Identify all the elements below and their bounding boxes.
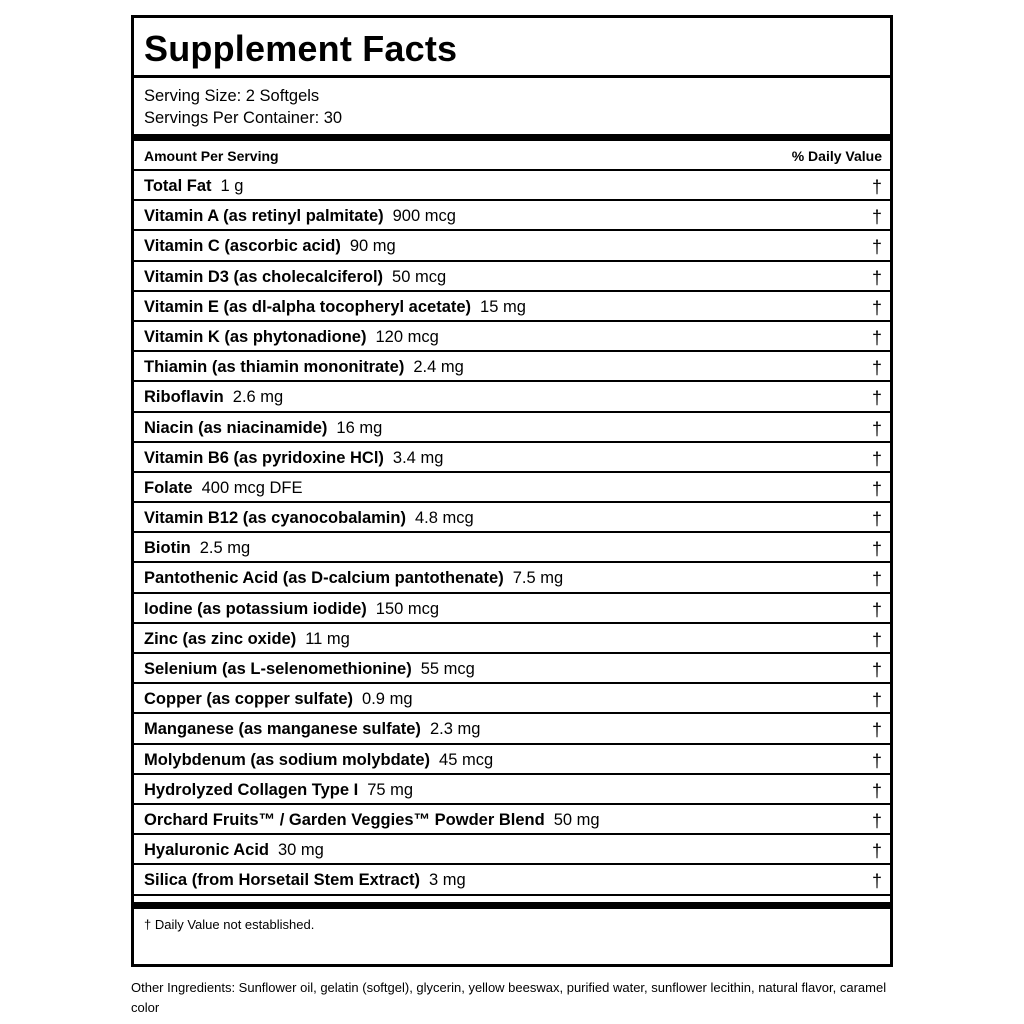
nutrient-label: Folate (144, 478, 193, 497)
nutrient-row (134, 231, 890, 261)
daily-value-dagger: † (871, 297, 882, 318)
nutrient-label: Zinc (as zinc oxide) (144, 629, 297, 648)
daily-value-dagger: † (871, 327, 882, 348)
nutrient-row (134, 684, 890, 714)
nutrient-label: Total Fat (144, 177, 212, 195)
nutrient-amount: 90 mg (349, 237, 396, 256)
daily-value-dagger: † (871, 237, 882, 258)
nutrient-label: Hyaluronic Acid (144, 841, 269, 860)
daily-value-dagger: † (871, 509, 882, 530)
nutrient-amount: 0.9 mg (362, 690, 413, 709)
nutrient-row (134, 322, 890, 352)
nutrient-name (144, 810, 600, 830)
nutrient-amount: 2.4 mg (413, 358, 464, 377)
nutrient-row (134, 413, 890, 443)
daily-value-dagger: † (871, 388, 882, 409)
daily-value-dagger: † (871, 569, 882, 590)
nutrient-amount: 50 mg (553, 810, 600, 829)
nutrient-amount: 400 mcg DFE (201, 478, 303, 497)
nutrient-label: Biotin (144, 539, 191, 558)
nutrient-name (144, 236, 396, 256)
nutrient-name (144, 297, 526, 317)
nutrient-amount: 120 mcg (375, 327, 439, 346)
daily-value-dagger: † (871, 810, 882, 831)
daily-value-dagger: † (871, 871, 882, 892)
daily-value-dagger: † (871, 690, 882, 711)
nutrient-name (144, 719, 480, 739)
supplement-facts-panel (131, 15, 893, 967)
page-title: Supplement Facts (144, 28, 458, 69)
amount-header-row (134, 141, 890, 171)
nutrient-name (144, 870, 466, 890)
nutrient-row (134, 835, 890, 865)
daily-value-dagger: † (871, 207, 882, 228)
nutrient-row (134, 805, 890, 835)
nutrient-row (134, 171, 890, 201)
thick-divider-bottom (134, 902, 890, 909)
nutrient-name (144, 327, 439, 347)
nutrient-label: Riboflavin (144, 388, 224, 407)
nutrient-name (144, 387, 283, 407)
nutrient-name (144, 659, 475, 679)
nutrient-amount: 150 mcg (375, 599, 440, 618)
nutrient-rows (134, 171, 890, 896)
nutrient-amount: 2.6 mg (232, 388, 284, 407)
nutrient-label: Iodine (as potassium iodide) (144, 599, 367, 618)
title-section (134, 18, 890, 78)
daily-value-dagger: † (871, 599, 882, 620)
nutrient-row (134, 201, 890, 231)
nutrient-name (144, 689, 413, 709)
daily-value-dagger: † (871, 418, 882, 439)
nutrient-name (144, 357, 464, 377)
nutrient-amount: 50 mcg (392, 267, 447, 286)
nutrient-amount: 11 mg (305, 629, 350, 648)
daily-value-dagger: † (871, 780, 882, 801)
nutrient-amount: 4.8 mcg (414, 509, 474, 528)
daily-value-dagger: † (871, 177, 882, 197)
nutrient-label: Vitamin C (ascorbic acid) (144, 237, 341, 256)
daily-value-dagger: † (871, 358, 882, 379)
daily-value-dagger: † (871, 750, 882, 771)
amount-per-serving-label: Amount Per Serving (144, 148, 279, 164)
nutrient-row (134, 382, 890, 412)
nutrient-row (134, 594, 890, 624)
nutrient-amount: 55 mcg (420, 660, 475, 678)
nutrient-label: Niacin (as niacinamide) (144, 418, 328, 437)
daily-value-label: % Daily Value (791, 148, 882, 164)
nutrient-amount: 3.4 mg (392, 448, 444, 467)
daily-value-dagger: † (871, 448, 882, 469)
nutrient-label: Thiamin (as thiamin mononitrate) (144, 358, 405, 377)
nutrient-label: Vitamin D3 (as cholecalciferol) (144, 267, 384, 286)
nutrient-row (134, 473, 890, 503)
nutrient-amount: 2.3 mg (429, 720, 481, 739)
nutrient-label: Pantothenic Acid (as D-calcium pantothenate) (144, 569, 504, 588)
footnote: † Daily Value not established. (144, 917, 315, 932)
nutrient-name (144, 206, 456, 226)
nutrient-amount: 2.5 mg (199, 539, 251, 558)
nutrient-label: Silica (from Horsetail Stem Extract) (144, 871, 421, 890)
nutrient-row (134, 443, 890, 473)
daily-value-dagger: † (871, 267, 882, 288)
nutrient-amount: 16 mg (336, 418, 383, 437)
nutrient-amount: 15 mg (480, 297, 526, 316)
nutrient-amount: 30 mg (278, 841, 324, 860)
serving-size: Serving Size: 2 Softgels (144, 87, 320, 105)
nutrient-row (134, 563, 890, 593)
nutrient-label: Selenium (as L-selenomethionine) (144, 660, 412, 678)
serving-info (134, 78, 890, 134)
nutrient-row (134, 262, 890, 292)
nutrient-label: Molybdenum (as sodium molybdate) (144, 750, 431, 769)
nutrient-amount: 45 mcg (439, 750, 494, 769)
other-ingredients: Other Ingredients: Sunflower oil, gelatin (softgel), glycerin, yellow beeswax, purified water, sunflower lecithin, natural flavor, caramel color (131, 980, 887, 1015)
nutrient-row (134, 352, 890, 382)
nutrient-row (134, 292, 890, 322)
daily-value-dagger: † (871, 841, 882, 862)
nutrient-name (144, 267, 446, 287)
nutrient-name (144, 508, 474, 528)
nutrient-row (134, 654, 890, 684)
nutrient-label: Vitamin B6 (as pyridoxine HCl) (144, 448, 384, 467)
nutrient-row (134, 745, 890, 775)
nutrient-label: Vitamin B12 (as cyanocobalamin) (144, 509, 406, 528)
nutrient-label: Vitamin K (as phytonadione) (144, 327, 367, 346)
thick-divider-top (134, 134, 890, 141)
daily-value-dagger: † (871, 720, 882, 741)
nutrient-amount: 7.5 mg (512, 569, 564, 588)
nutrient-label: Manganese (as manganese sulfate) (144, 720, 421, 739)
daily-value-dagger: † (871, 660, 882, 680)
nutrient-row (134, 503, 890, 533)
daily-value-dagger: † (871, 478, 882, 499)
nutrient-row (134, 624, 890, 654)
servings-per-container: Servings Per Container: 30 (144, 109, 343, 127)
nutrient-amount: 1 g (220, 177, 244, 195)
nutrient-name (144, 629, 350, 649)
nutrient-row (134, 775, 890, 805)
nutrient-row (134, 865, 890, 895)
nutrient-row (134, 714, 890, 744)
nutrient-row (134, 533, 890, 563)
nutrient-name (144, 840, 324, 860)
daily-value-dagger: † (871, 629, 882, 650)
nutrient-amount: 75 mg (367, 780, 414, 799)
nutrient-label: Vitamin A (as retinyl palmitate) (144, 207, 384, 226)
daily-value-dagger: † (871, 539, 882, 560)
nutrient-name (144, 176, 243, 196)
nutrient-name (144, 448, 443, 468)
nutrient-name (144, 418, 382, 438)
nutrient-label: Copper (as copper sulfate) (144, 690, 354, 709)
nutrient-label: Orchard Fruits™ / Garden Veggies™ Powder Blend (144, 810, 545, 829)
nutrient-name (144, 599, 439, 619)
nutrient-amount: 900 mcg (392, 207, 456, 226)
nutrient-label: Vitamin E (as dl-alpha tocopheryl acetate) (144, 297, 472, 316)
nutrient-amount: 3 mg (429, 871, 466, 890)
nutrient-name (144, 750, 493, 770)
nutrient-label: Hydrolyzed Collagen Type I (144, 780, 359, 799)
nutrient-name (144, 780, 413, 800)
nutrient-name (144, 478, 302, 498)
nutrient-name (144, 568, 563, 588)
nutrient-name (144, 538, 250, 558)
